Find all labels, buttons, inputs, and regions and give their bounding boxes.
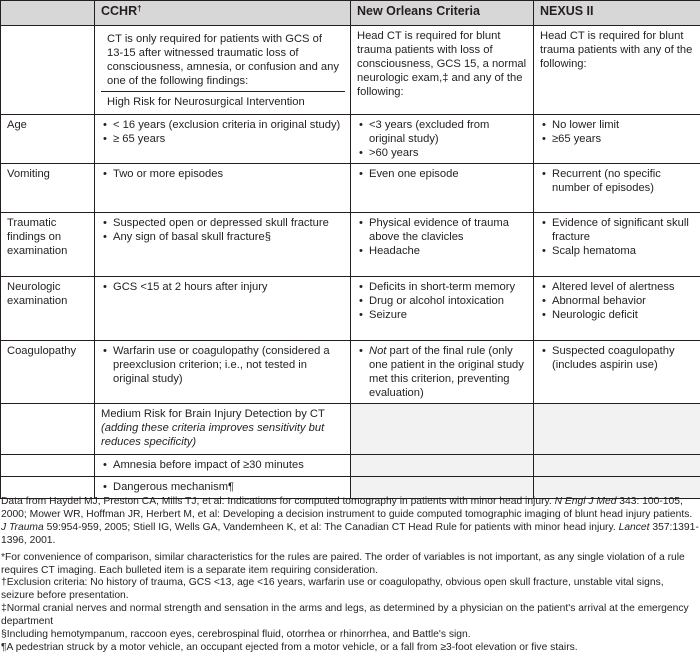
- row-label-vomiting: Vomiting: [1, 164, 95, 213]
- header-new-orleans: New Orleans Criteria: [351, 1, 534, 26]
- cchr-coag-cell: [95, 341, 351, 404]
- list-item: • Dangerous mechanism¶: [101, 480, 345, 494]
- cchr-criteria-text: CT is only required for patients with GCS of 13-15 after witnessed traumatic loss of consciousness, amnesia, or confusion and any one of the following findings:: [107, 33, 339, 87]
- row-label-traumatic-findings: Traumatic findings on examination: [1, 213, 95, 277]
- list-item: • Recurrent (no specific number of episodes): [540, 167, 695, 195]
- table-row-age: [1, 115, 700, 164]
- list-item: • >60 years: [357, 146, 528, 160]
- list-item: • Warfarin use or coagulopathy (considered a preexclusion criterion; i.e., not tested in original study): [101, 344, 345, 386]
- list-item: • GCS <15 at 2 hours after injury: [101, 280, 345, 294]
- empty-cell: [351, 455, 534, 477]
- cchr-criteria-cell: [95, 26, 351, 115]
- empty-cell: [351, 404, 534, 455]
- row-label-neurologic: Neurologic examination: [1, 277, 95, 341]
- list-item: • No lower limit: [540, 118, 695, 132]
- list-item: • ≥65 years: [540, 132, 695, 146]
- row-label-coagulopathy: Coagulopathy: [1, 341, 95, 404]
- list-item: • Suspected open or depressed skull fracture: [101, 216, 345, 230]
- list-item: • <3 years (excluded from original study): [357, 118, 528, 146]
- header-nexus: NEXUS II: [534, 1, 700, 26]
- footnotes: [1, 496, 699, 655]
- list-item: • Scalp hematoma: [540, 244, 695, 258]
- table-row-traumatic-findings: [1, 213, 700, 277]
- noc-neuro-cell: [351, 277, 534, 341]
- table-row-amnesia: [1, 455, 700, 477]
- nexus-vomiting-cell: [534, 164, 700, 213]
- footnote-double-dagger: ‡Normal cranial nerves and normal strength and sensation in the arms and legs, as determined by a physician on the patient's arrival at the emergency department: [1, 603, 689, 628]
- footnote-pilcrow: ¶A pedestrian struck by a motor vehicle, an occupant ejected from a motor vehicle, or a fall from ≥3-foot elevation or five stairs.: [1, 641, 578, 653]
- header-cchr: CCHR†: [95, 1, 351, 26]
- noc-criteria-text: Head CT is required for blunt trauma patients with loss of consciousness, GCS 15, a normal neurologic exam,‡ and any of the following:: [351, 26, 534, 115]
- row-label-age: Age: [1, 115, 95, 164]
- cchr-high-risk-heading: High Risk for Neurosurgical Intervention: [101, 91, 345, 111]
- footnote-star: *For convenience of comparison, similar characteristics for the rules are paired. The order of variables is not important, as any single violation of a rule requires CT imaging. Each bulleted item is a separate item requiring consideration.: [1, 551, 685, 576]
- table-row-vomiting: [1, 164, 700, 213]
- footnote-dagger: †Exclusion criteria: No history of trauma, GCS <13, age <16 years, warfarin use or coagulopathy, obvious open skull fracture, unstable vital signs, seizure before presentation.: [1, 577, 664, 602]
- list-item: • Any sign of basal skull fracture§: [101, 230, 345, 244]
- empty-cell: [534, 404, 700, 455]
- cchr-neuro-cell: [95, 277, 351, 341]
- header-row: [1, 1, 700, 26]
- list-item: • Evidence of significant skull fracture: [540, 216, 695, 244]
- list-item: • Drug or alcohol intoxication: [357, 294, 528, 308]
- footnote-section: §Including hemotympanum, raccoon eyes, cerebrospinal fluid, otorrhea or rhinorrhea, and Battle's sign.: [1, 629, 471, 641]
- noc-age-cell: [351, 115, 534, 164]
- empty-cell: [1, 455, 95, 477]
- criteria-label-cell: [1, 26, 95, 115]
- nexus-age-cell: [534, 115, 700, 164]
- list-item: • < 16 years (exclusion criteria in original study): [101, 118, 345, 132]
- table-row-coagulopathy: [1, 341, 700, 404]
- list-item: • Physical evidence of trauma above the clavicles: [357, 216, 528, 244]
- nexus-traumatic-cell: [534, 213, 700, 277]
- criteria-row: [1, 26, 700, 115]
- noc-coag-cell: [351, 341, 534, 404]
- medium-risk-note: (adding these criteria improves sensitivity but reduces specificity): [101, 422, 325, 448]
- noc-traumatic-cell: [351, 213, 534, 277]
- list-item: • Even one episode: [357, 167, 528, 181]
- cchr-vomiting-cell: [95, 164, 351, 213]
- source-note: Data from Haydel MJ, Preston CA, Mills TJ, et al: Indications for computed tomography in patients with minor head injury. N Engl J Med 343: 100-105, 2000; Mower WR, Hoffman JR, Herbert M, et al: Developing a decision instrument to guide computed tomographic imaging of blunt head injury patients. J Trauma 59:954-959, 2005; Stiell IG, Wells GA, Vandemheen K, et al: The Canadian CT Head Rule for patients with minor head injury. Lancet 357:1391-1396, 2001.: [1, 496, 699, 546]
- nexus-neuro-cell: [534, 277, 700, 341]
- list-item: • Deficits in short-term memory: [357, 280, 528, 294]
- list-item: • Suspected coagulopathy (includes aspirin use): [540, 344, 695, 372]
- empty-cell: [1, 404, 95, 455]
- table-row-neurologic: [1, 277, 700, 341]
- cchr-age-cell: [95, 115, 351, 164]
- list-item: • Not part of the final rule (only one patient in the original study met this criterion, preventing evaluation): [357, 344, 528, 400]
- empty-cell: [534, 455, 700, 477]
- cchr-traumatic-cell: [95, 213, 351, 277]
- header-blank: [1, 1, 95, 26]
- list-item: • Headache: [357, 244, 528, 258]
- table-row-medium-risk-heading: [1, 404, 700, 455]
- medium-risk-item-cell: [95, 455, 351, 477]
- list-item: • Abnormal behavior: [540, 294, 695, 308]
- nexus-criteria-text: Head CT is required for blunt trauma patients with any of the following:: [534, 26, 700, 115]
- list-item: • ≥ 65 years: [101, 132, 345, 146]
- medium-risk-title: Medium Risk for Brain Injury Detection by CT: [101, 408, 325, 420]
- nexus-coag-cell: [534, 341, 700, 404]
- list-item: • Neurologic deficit: [540, 308, 695, 322]
- list-item: • Seizure: [357, 308, 528, 322]
- noc-vomiting-cell: [351, 164, 534, 213]
- list-item: • Two or more episodes: [101, 167, 345, 181]
- list-item: • Amnesia before impact of ≥30 minutes: [101, 458, 345, 472]
- medium-risk-heading-cell: [95, 404, 351, 455]
- list-item: • Altered level of alertness: [540, 280, 695, 294]
